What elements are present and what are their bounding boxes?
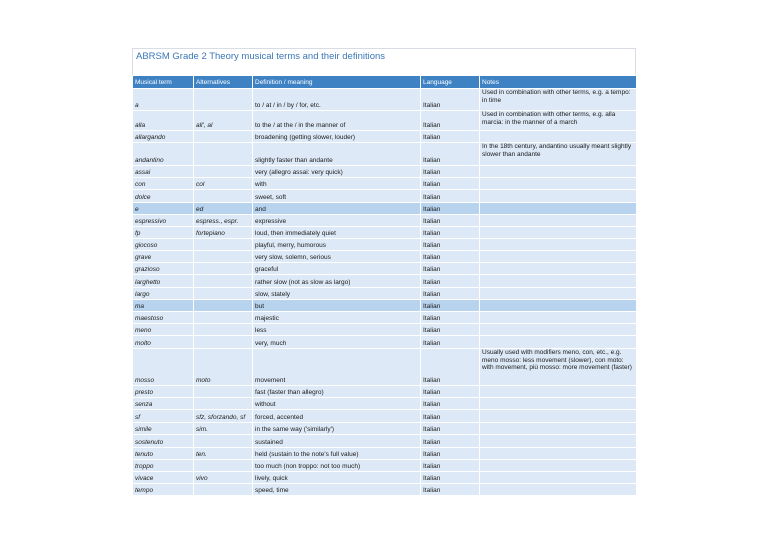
cell-alternatives[interactable] xyxy=(194,166,253,178)
cell-term[interactable]: vivace xyxy=(133,472,194,484)
cell-term[interactable]: alla xyxy=(133,111,194,131)
cell-definition[interactable]: broadening (getting slower, louder) xyxy=(253,131,421,143)
cell-definition[interactable]: very slow, solemn, serious xyxy=(253,251,421,263)
cell-term[interactable]: espressivo xyxy=(133,215,194,227)
table-row xyxy=(133,203,637,215)
table-row xyxy=(133,143,637,166)
cell-term[interactable]: allargando xyxy=(133,131,194,143)
cell-language[interactable]: Italian xyxy=(421,111,480,131)
table-row xyxy=(133,312,637,324)
cell-alternatives[interactable]: all', al xyxy=(194,111,253,131)
cell-notes[interactable] xyxy=(480,312,637,324)
cell-definition[interactable]: slow, stately xyxy=(253,288,421,300)
cell-term[interactable]: andantino xyxy=(133,143,194,166)
table-row xyxy=(133,336,637,349)
cell-definition[interactable]: loud, then immediately quiet xyxy=(253,227,421,239)
table-row xyxy=(133,251,637,263)
cell-language[interactable]: Italian xyxy=(421,227,480,239)
cell-notes[interactable] xyxy=(480,239,637,251)
cell-definition[interactable]: without xyxy=(253,398,421,410)
cell-language[interactable]: Italian xyxy=(421,288,480,300)
header-term: Musical term xyxy=(133,76,194,89)
cell-language[interactable]: Italian xyxy=(421,203,480,215)
cell-term[interactable]: tenuto xyxy=(133,448,194,460)
cell-language[interactable]: Italian xyxy=(421,448,480,460)
cell-notes[interactable] xyxy=(480,423,637,435)
cell-notes[interactable] xyxy=(480,300,637,312)
cell-notes[interactable]: Usually used with modifiers meno, con, etc., e.g. meno mosso: less movement (slower), con moto: with movement, più mosso: more movement (faster) xyxy=(480,349,637,386)
header-alternatives: Alternatives xyxy=(194,76,253,89)
cell-term[interactable]: largo xyxy=(133,288,194,300)
cell-language[interactable]: Italian xyxy=(421,178,480,190)
cell-alternatives[interactable] xyxy=(194,336,253,349)
cell-alternatives[interactable]: sfz, sforzando, sf xyxy=(194,410,253,423)
cell-term[interactable]: assai xyxy=(133,166,194,178)
cell-term[interactable]: molto xyxy=(133,336,194,349)
cell-definition[interactable]: too much (non troppo: not too much) xyxy=(253,460,421,472)
cell-definition[interactable]: in the same way ('similarly') xyxy=(253,423,421,435)
table-row xyxy=(133,460,637,472)
cell-alternatives[interactable] xyxy=(194,190,253,203)
cell-alternatives[interactable] xyxy=(194,239,253,251)
cell-term[interactable]: larghetto xyxy=(133,275,194,288)
header-language: Language xyxy=(421,76,480,89)
cell-alternatives[interactable] xyxy=(194,275,253,288)
cell-term[interactable]: giocoso xyxy=(133,239,194,251)
cell-alternatives[interactable] xyxy=(194,300,253,312)
table-row xyxy=(133,349,637,386)
cell-definition[interactable]: majestic xyxy=(253,312,421,324)
cell-term[interactable]: mosso xyxy=(133,349,194,386)
table-row xyxy=(133,472,637,484)
cell-term[interactable]: presto xyxy=(133,386,194,398)
cell-definition[interactable]: forced, accented xyxy=(253,410,421,423)
cell-notes[interactable] xyxy=(480,435,637,448)
cell-alternatives[interactable] xyxy=(194,89,253,111)
table-row xyxy=(133,275,637,288)
cell-language[interactable]: Italian xyxy=(421,131,480,143)
cell-notes[interactable] xyxy=(480,215,637,227)
spreadsheet xyxy=(132,48,636,496)
cell-alternatives[interactable] xyxy=(194,324,253,336)
cell-notes[interactable] xyxy=(480,448,637,460)
header-notes: Notes xyxy=(480,76,637,89)
cell-language[interactable]: Italian xyxy=(421,251,480,263)
cell-term[interactable]: a xyxy=(133,89,194,111)
cell-definition[interactable]: fast (faster than allegro) xyxy=(253,386,421,398)
table-row xyxy=(133,448,637,460)
cell-term[interactable]: tempo xyxy=(133,484,194,496)
cell-language[interactable]: Italian xyxy=(421,423,480,435)
cell-alternatives[interactable]: ten. xyxy=(194,448,253,460)
cell-language[interactable]: Italian xyxy=(421,143,480,166)
cell-term[interactable]: ma xyxy=(133,300,194,312)
cell-notes[interactable] xyxy=(480,227,637,239)
cell-notes[interactable] xyxy=(480,178,637,190)
table-row xyxy=(133,324,637,336)
cell-term[interactable]: dolce xyxy=(133,190,194,203)
cell-language[interactable]: Italian xyxy=(421,410,480,423)
cell-term[interactable]: e xyxy=(133,203,194,215)
cell-notes[interactable] xyxy=(480,410,637,423)
cell-alternatives[interactable] xyxy=(194,143,253,166)
cell-notes[interactable] xyxy=(480,203,637,215)
table-row xyxy=(133,423,637,435)
cell-term[interactable]: grave xyxy=(133,251,194,263)
table-row xyxy=(133,111,637,131)
table-row xyxy=(133,178,637,190)
cell-notes[interactable] xyxy=(480,166,637,178)
cell-language[interactable]: Italian xyxy=(421,89,480,111)
table-row xyxy=(133,484,637,496)
cell-language[interactable]: Italian xyxy=(421,386,480,398)
cell-language[interactable]: Italian xyxy=(421,349,480,386)
header-definition: Definition / meaning xyxy=(253,76,421,89)
table-row xyxy=(133,386,637,398)
table-row xyxy=(133,410,637,423)
table-row xyxy=(133,239,637,251)
table-row xyxy=(133,166,637,178)
table-row xyxy=(133,215,637,227)
cell-definition[interactable]: to the / at the / in the manner of xyxy=(253,111,421,131)
cell-definition[interactable]: and xyxy=(253,203,421,215)
cell-notes[interactable] xyxy=(480,288,637,300)
cell-definition[interactable]: graceful xyxy=(253,263,421,275)
cell-definition[interactable]: to / at / in / by / for, etc. xyxy=(253,89,421,111)
cell-notes[interactable]: Used in combination with other terms, e.g. alla marcia: in the manner of a march xyxy=(480,111,637,131)
cell-term[interactable]: meno xyxy=(133,324,194,336)
cell-notes[interactable] xyxy=(480,460,637,472)
cell-notes[interactable]: In the 18th century, andantino usually meant slightly slower than andante xyxy=(480,143,637,166)
cell-term[interactable]: maestoso xyxy=(133,312,194,324)
cell-notes[interactable] xyxy=(480,275,637,288)
cell-language[interactable]: Italian xyxy=(421,472,480,484)
cell-notes[interactable] xyxy=(480,398,637,410)
cell-language[interactable]: Italian xyxy=(421,336,480,349)
cell-term[interactable]: senza xyxy=(133,398,194,410)
header-row xyxy=(133,76,637,89)
cell-alternatives[interactable] xyxy=(194,460,253,472)
cell-language[interactable]: Italian xyxy=(421,435,480,448)
cell-alternatives[interactable]: espress., espr. xyxy=(194,215,253,227)
table-row xyxy=(133,190,637,203)
cell-definition[interactable]: sweet, soft xyxy=(253,190,421,203)
cell-language[interactable]: Italian xyxy=(421,275,480,288)
cell-definition[interactable]: playful, merry, humorous xyxy=(253,239,421,251)
cell-alternatives[interactable] xyxy=(194,435,253,448)
cell-language[interactable]: Italian xyxy=(421,239,480,251)
cell-definition[interactable]: less xyxy=(253,324,421,336)
cell-notes[interactable] xyxy=(480,131,637,143)
table-row xyxy=(133,435,637,448)
cell-language[interactable]: Italian xyxy=(421,398,480,410)
cell-alternatives[interactable]: sim. xyxy=(194,423,253,435)
terms-table xyxy=(132,75,637,496)
cell-definition[interactable]: very, much xyxy=(253,336,421,349)
cell-alternatives[interactable] xyxy=(194,484,253,496)
cell-notes[interactable] xyxy=(480,190,637,203)
cell-notes[interactable] xyxy=(480,484,637,496)
cell-term[interactable]: con xyxy=(133,178,194,190)
cell-definition[interactable]: but xyxy=(253,300,421,312)
cell-definition[interactable]: slightly faster than andante xyxy=(253,143,421,166)
table-row xyxy=(133,263,637,275)
cell-alternatives[interactable] xyxy=(194,398,253,410)
cell-term[interactable]: fp xyxy=(133,227,194,239)
cell-term[interactable]: sostenuto xyxy=(133,435,194,448)
table-row xyxy=(133,300,637,312)
cell-definition[interactable]: speed, time xyxy=(253,484,421,496)
cell-term[interactable]: troppo xyxy=(133,460,194,472)
cell-alternatives[interactable] xyxy=(194,312,253,324)
table-row xyxy=(133,288,637,300)
cell-alternatives[interactable]: vivo xyxy=(194,472,253,484)
cell-definition[interactable]: rather slow (not as slow as largo) xyxy=(253,275,421,288)
cell-language[interactable]: Italian xyxy=(421,484,480,496)
cell-term[interactable]: grazioso xyxy=(133,263,194,275)
cell-term[interactable]: simile xyxy=(133,423,194,435)
cell-language[interactable]: Italian xyxy=(421,300,480,312)
blank-row xyxy=(132,64,636,75)
cell-definition[interactable]: sustained xyxy=(253,435,421,448)
cell-definition[interactable]: expressive xyxy=(253,215,421,227)
cell-definition[interactable]: held (sustain to the note's full value) xyxy=(253,448,421,460)
sheet-title: ABRSM Grade 2 Theory musical terms and their definitions xyxy=(132,48,636,64)
cell-alternatives[interactable] xyxy=(194,263,253,275)
cell-notes[interactable] xyxy=(480,386,637,398)
cell-language[interactable]: Italian xyxy=(421,190,480,203)
cell-language[interactable]: Italian xyxy=(421,263,480,275)
cell-notes[interactable] xyxy=(480,324,637,336)
cell-language[interactable]: Italian xyxy=(421,215,480,227)
cell-alternatives[interactable] xyxy=(194,288,253,300)
cell-alternatives[interactable]: ed xyxy=(194,203,253,215)
cell-alternatives[interactable]: fortepiano xyxy=(194,227,253,239)
cell-alternatives[interactable] xyxy=(194,131,253,143)
cell-definition[interactable]: with xyxy=(253,178,421,190)
cell-alternatives[interactable]: moto xyxy=(194,349,253,386)
cell-alternatives[interactable] xyxy=(194,251,253,263)
cell-notes[interactable]: Used in combination with other terms, e.g. a tempo: in time xyxy=(480,89,637,111)
cell-language[interactable]: Italian xyxy=(421,324,480,336)
cell-definition[interactable]: movement xyxy=(253,349,421,386)
table-row xyxy=(133,227,637,239)
cell-definition[interactable]: very (allegro assai: very quick) xyxy=(253,166,421,178)
table-row xyxy=(133,89,637,111)
cell-language[interactable]: Italian xyxy=(421,166,480,178)
table-row xyxy=(133,398,637,410)
cell-notes[interactable] xyxy=(480,251,637,263)
cell-notes[interactable] xyxy=(480,336,637,349)
cell-alternatives[interactable] xyxy=(194,386,253,398)
cell-language[interactable]: Italian xyxy=(421,312,480,324)
table-body xyxy=(133,89,637,496)
cell-alternatives[interactable]: col xyxy=(194,178,253,190)
cell-notes[interactable] xyxy=(480,263,637,275)
cell-language[interactable]: Italian xyxy=(421,460,480,472)
cell-definition[interactable]: lively, quick xyxy=(253,472,421,484)
cell-term[interactable]: sf xyxy=(133,410,194,423)
table-row xyxy=(133,131,637,143)
cell-notes[interactable] xyxy=(480,472,637,484)
